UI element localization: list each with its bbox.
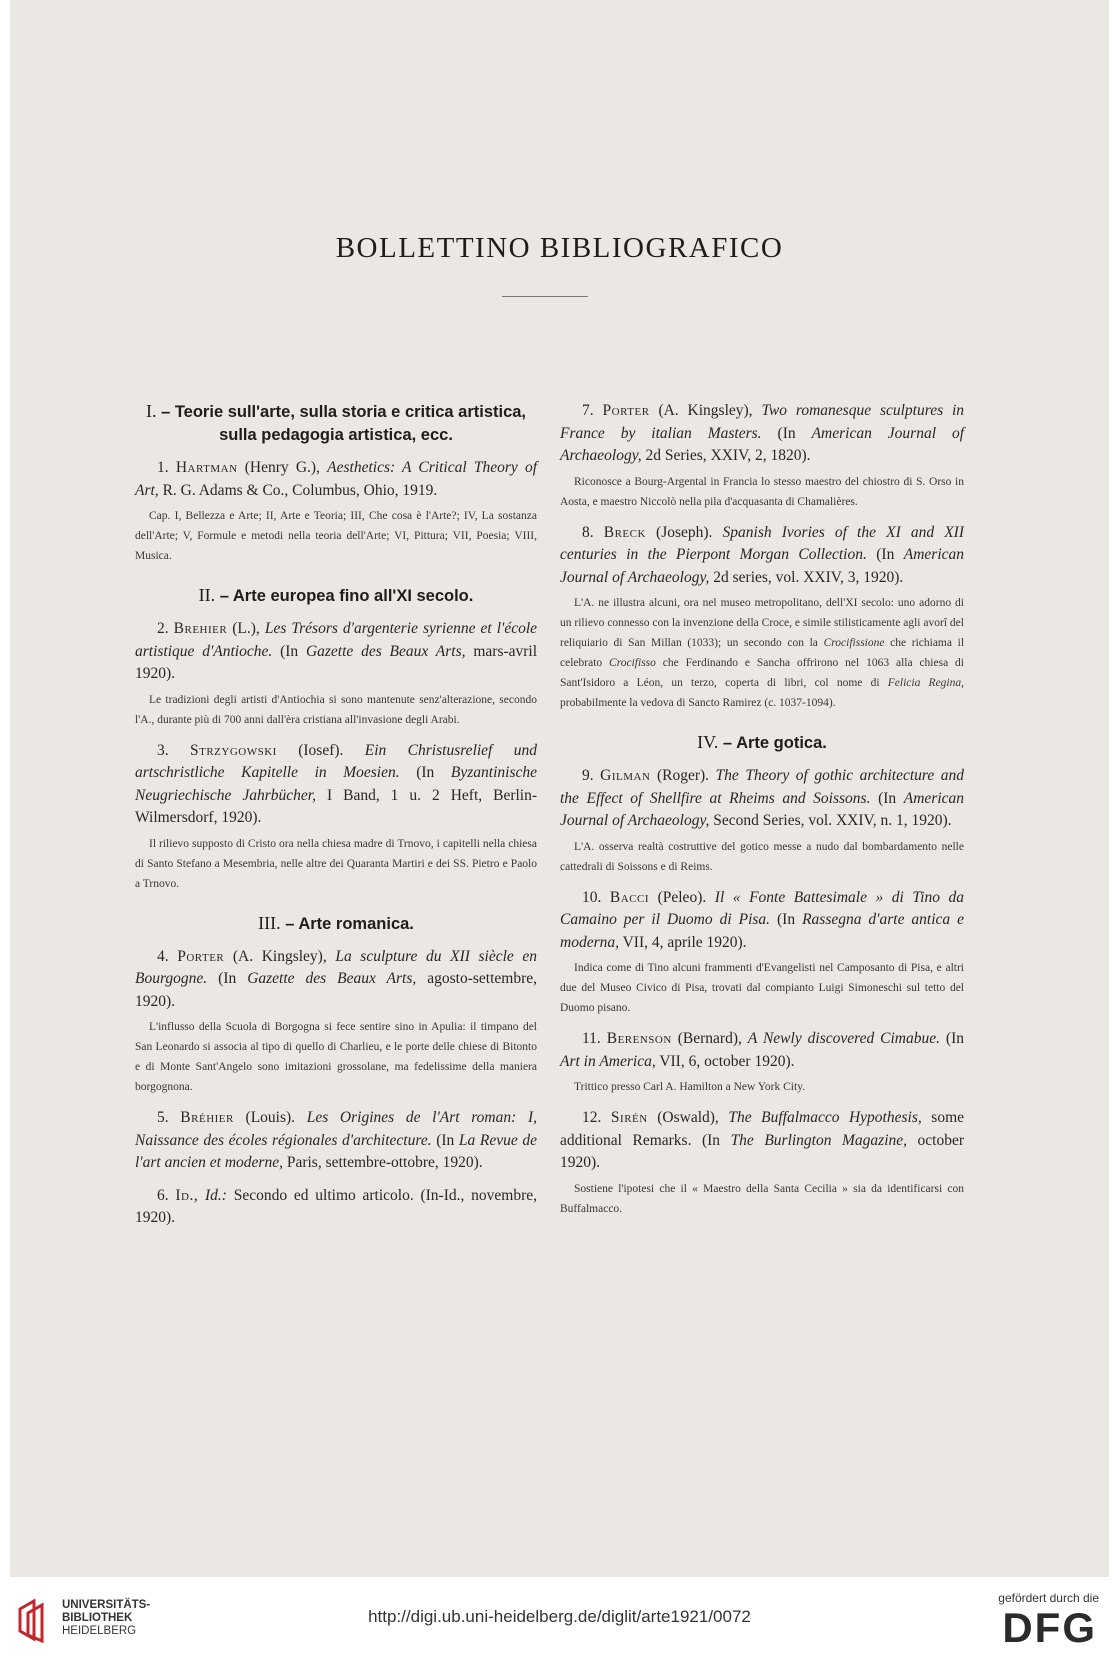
entry-8: 8. Breck (Joseph). Spanish Ivories of the XI and XII centuries in the Pierpont Morgan Collection. (In American Journal of Archaeology, 2d series, vol. XXIV, 3, 1920). bbox=[560, 523, 965, 586]
entry-5: 5. Bréhier (Louis). Les Origines de l'Art roman: I, Naissance des écoles régionales d'architecture. (In La Revue de l'art ancien et moderne, Paris, settembre-ottobre, 1920). bbox=[135, 1109, 538, 1171]
entry-12: 12. Sirén (Oswald), The Buffalmacco Hypothesis, some additional Remarks. (In The Burlington Magazine, october 1920). bbox=[560, 1109, 965, 1171]
entry-2: 2. Brehier (L.), Les Trésors d'argenterie syrienne et l'école artistique d'Antioche. (In Gazette des Beaux Arts, mars-avril 1920). bbox=[135, 620, 538, 682]
library-name: UNIVERSITÄTS- BIBLIOTHEK HEIDELBERG bbox=[62, 1599, 151, 1637]
section-heading-4: IV. – Arte gotica. bbox=[697, 732, 827, 752]
dfg-logo: DFG bbox=[1002, 1604, 1097, 1651]
entry-1-note: Cap. I, Bellezza e Arte; II, Arte e Teoria; III, Che cosa è l'Arte?; IV, La sostanza dell'Arte; V, Formule e metodi nella teoria dell'Arte; VI, Pittura; VII, Poesia; VIII, Musica. bbox=[135, 510, 537, 562]
entry-9-note: L'A. osserva realtà costruttive del gotico messe a nudo dal bombardamento nelle cattedrali di Soissons e di Reims. bbox=[560, 840, 964, 873]
viewer-footer bbox=[0, 1577, 1119, 1673]
sponsor-caption: gefördert durch die bbox=[998, 1591, 1099, 1605]
entry-3-note: Il rilievo supposto di Cristo ora nella chiesa madre di Trnovo, i capitelli nella chiesa di Santo Stefano a Mesembria, nelle altre dei Quaranta Martiri e dei SS. Pietro e Paolo a Trnovo. bbox=[135, 837, 537, 890]
entry-10-note: Indica come di Tino alcuni frammenti d'Evangelisti nel Camposanto di Pisa, e altri due del Museo Civico di Pisa, trovati dal compianto Luigi Simoneschi sul tetto del Duomo pisano. bbox=[560, 962, 964, 1014]
entry-9: 9. Gilman (Roger). The Theory of gothic architecture and the Effect of Shellfire at Rheims and Soissons. (In American Journal of Archaeology, Second Series, vol. XXIV, n. 1, 1920). bbox=[560, 767, 965, 829]
left-column bbox=[135, 400, 537, 1230]
entry-2-note: Le tradizioni degli artisti d'Antiochia si sono mantenute senz'alterazione, secondo l'A., durante più di 700 anni dall'èra cristiana all'invasione degli Arabi. bbox=[135, 693, 537, 726]
title-rule bbox=[502, 296, 588, 297]
scanned-page bbox=[10, 0, 1109, 1577]
entry-4: 4. Porter (A. Kingsley), La sculpture du XII siècle en Bourgogne. (In Gazette des Beaux Arts, agosto-settembre, 1920). bbox=[135, 947, 538, 1010]
entry-8-note: L'A. ne illustra alcuni, ora nel museo metropolitano, dell'XI secolo: uno adorno di un rilievo connesso con la invenzione della Croce, e simile stilisticamente agli avorî del reliquiario di San Millan (1033); un secondo con la Crocifissione che richiama il celebrato Crocifisso che Ferdinando e Sancha offrirono nel 1063 alla chiesa di Sant'Isidoro a Léon, un terzo, coperta di libri, col nome di Felicia Regina, probabilmente la vedova di Sancto Ramirez (c. 1037-1094). bbox=[560, 597, 965, 709]
entry-7: 7. Porter (A. Kingsley), Two romanesque sculptures in France by italian Masters. (In American Journal of Archaeology, 2d Series, XXIV, 2, 1820). bbox=[560, 402, 965, 464]
entry-11-note: Trittico presso Carl A. Hamilton a New York City. bbox=[574, 1081, 806, 1093]
entry-1: 1. Hartman (Henry G.), Aesthetics: A Critical Theory of Art, R. G. Adams & Co., Columbus, Ohio, 1919. bbox=[135, 459, 538, 499]
permalink-url[interactable]: http://digi.ub.uni-heidelberg.de/diglit/arte1921/0072 bbox=[368, 1607, 751, 1626]
entry-6: 6. Id., Id.: Secondo ed ultimo articolo. (In-Id., novembre, 1920). bbox=[135, 1186, 538, 1226]
section-heading-3: III. – Arte romanica. bbox=[258, 912, 414, 933]
entry-10: 10. Bacci (Peleo). Il « Fonte Battesimale » di Tino da Camaino per il Duomo di Pisa. (In Rassegna d'arte antica e moderna, VII, 4, aprile 1920). bbox=[560, 888, 965, 951]
page-title: BOLLETTINO BIBLIOGRAFICO bbox=[335, 232, 784, 264]
entry-11: 11. Berenson (Bernard), A Newly discovered Cimabue. (In Art in America, VII, 6, october 1920). bbox=[560, 1030, 964, 1070]
section-heading-1: I. – Teorie sull'arte, sulla storia e critica artistica, sulla pedagogia artistica, ecc. bbox=[145, 401, 527, 444]
entry-4-note: L'influsso della Scuola di Borgogna si fece sentire sino in Apulia: il timpano del San Leonardo si associa al tipo di quello di Charlieu, e le porte delle chiese di Bitonto e di Monte Sant'Angelo sono imitazioni grossolane, ma fedelissime della maniera borgognona. bbox=[135, 1021, 537, 1093]
entry-7-note: Riconosce a Bourg-Argental in Francia lo stesso maestro del chiostro di S. Orso in Aosta, e maestro Niccolò nella pila d'acquasanta di Chamalières. bbox=[560, 475, 964, 508]
entry-12-note: Sostiene l'ipotesi che il « Maestro della Santa Cecilia » sia da identificarsi con Buffalmacco. bbox=[560, 1182, 964, 1215]
right-column bbox=[560, 400, 964, 1219]
entry-3: 3. Strzygowski (Iosef). Ein Christusrelief und artschristliche Kapitelle in Moesien. (In Byzantinische Neugriechische Jahrbücher, I Band, 1 u. 2 Heft, Berlin-Wilmersdorf, 1920). bbox=[135, 741, 538, 826]
section-heading-2: II. – Arte europea fino all'XI secolo. bbox=[198, 585, 474, 605]
